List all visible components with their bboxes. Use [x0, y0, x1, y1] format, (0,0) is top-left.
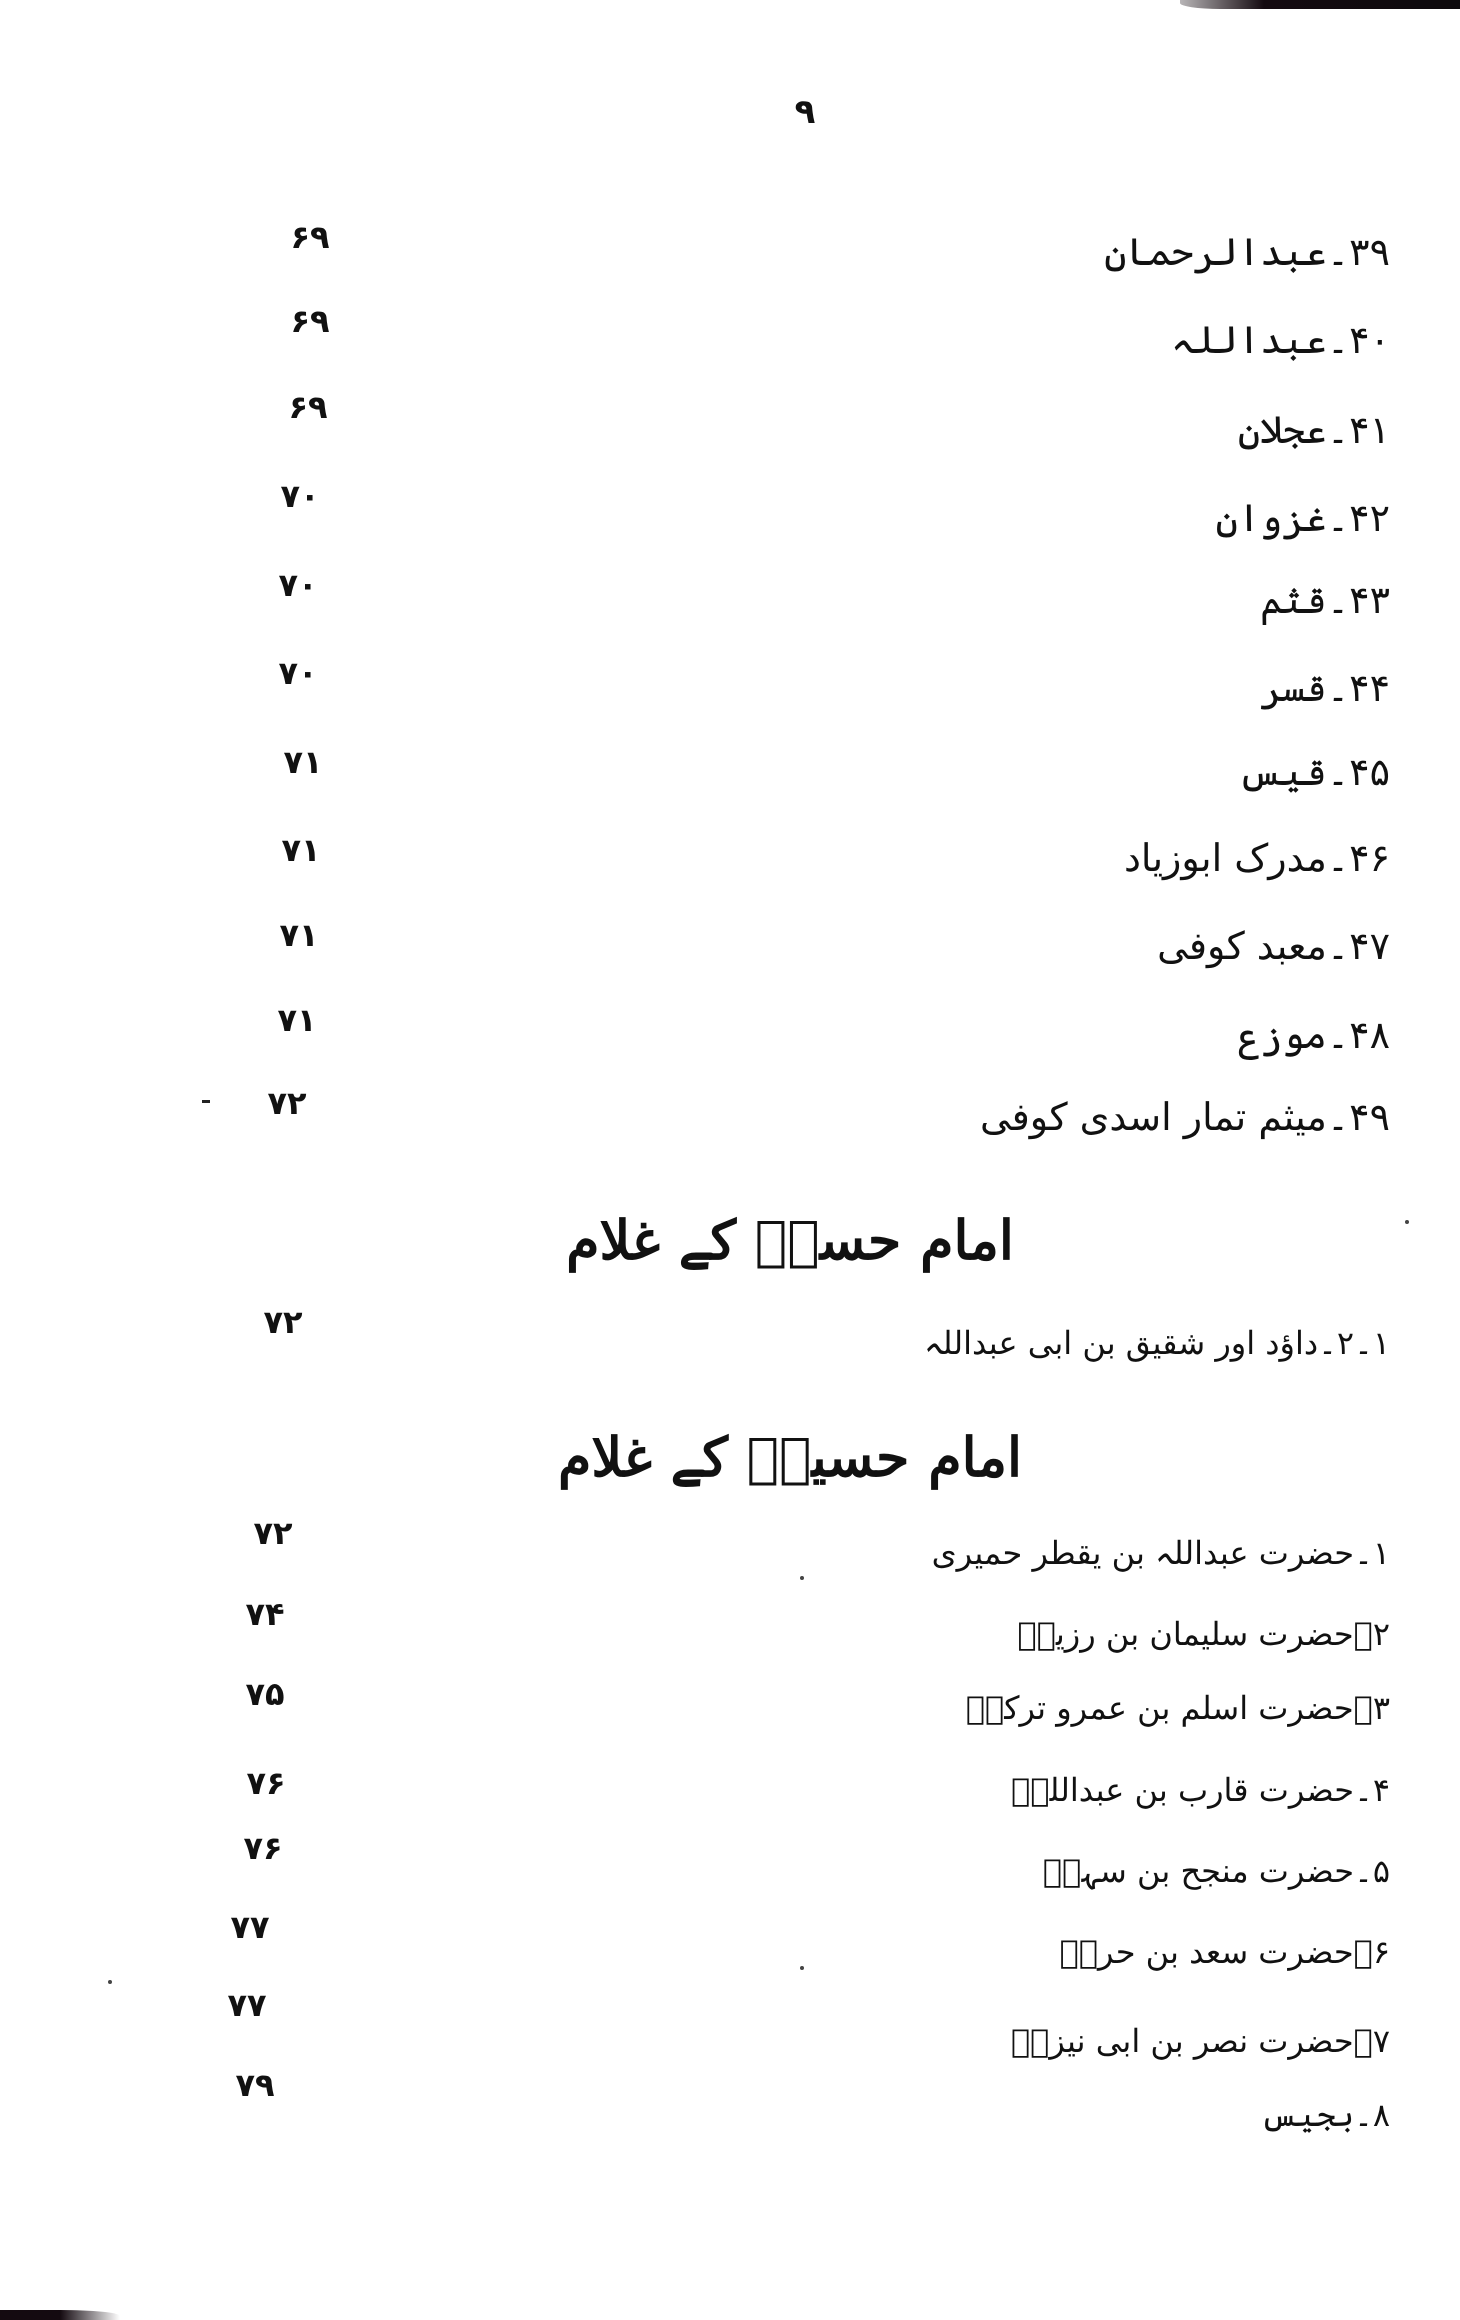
toc-page-number: ۷۱ — [277, 1001, 317, 1039]
toc-entry: ۴۷۔معبد کوفی — [1157, 924, 1390, 968]
toc-entry: ۱۔حضرت عبداللہ بن یقطر حمیری — [931, 1534, 1390, 1572]
toc-page-number: ۶۹ — [290, 302, 330, 340]
speck — [800, 1576, 804, 1580]
toc-entry: ۱۔۲۔داؤد اور شقیق بن ابی عبداللہ — [924, 1324, 1390, 1362]
toc-page-number: ۷۴ — [245, 1595, 285, 1633]
page-edge-shadow-top — [1180, 0, 1460, 9]
toc-entry: ۳۔حضرت اسلم بن عمرو ترکیؑ — [965, 1689, 1390, 1727]
toc-entry: ۴۸۔موزع — [1237, 1013, 1390, 1057]
toc-entry: ۸۔بجیس — [1260, 2096, 1390, 2134]
toc-page-number: ۷۱ — [281, 831, 321, 869]
toc-entry: ۶۔حضرت سعد بن حرثؑ — [1059, 1933, 1390, 1971]
toc-entry: ۴۲۔غزوان — [1215, 496, 1390, 540]
toc-entry: ۴۵۔قیس — [1237, 750, 1390, 794]
page-edge-shadow-bottom — [0, 2310, 120, 2320]
toc-page-number: ۷۱ — [279, 916, 319, 954]
section-heading: امام حسینؑ کے غلام — [557, 1425, 1023, 1489]
toc-entry: ۵۔حضرت منجح بن سہمؑ — [1042, 1852, 1390, 1890]
toc-page-number: ۷۷ — [230, 1908, 270, 1946]
toc-page-number: ۷۲ — [263, 1303, 303, 1341]
toc-page-number: ۷۰ — [280, 477, 320, 515]
speck — [1405, 1220, 1409, 1224]
toc-page-number: ۷۰ — [278, 654, 318, 692]
toc-entry: ۴۔حضرت قارب بن عبداللہؑ — [1011, 1771, 1390, 1809]
toc-page-number: ۶۹ — [290, 218, 330, 256]
toc-page-number: ۷۲ — [253, 1514, 293, 1552]
toc-entry: ۴۹۔میثم تمار اسدی کوفی — [979, 1095, 1390, 1139]
toc-entry: ۴۶۔مدرک ابوزیاد — [1123, 836, 1390, 880]
toc-page-number: ۷۲ — [267, 1084, 307, 1122]
toc-entry: ۴۱۔عجلان — [1237, 408, 1390, 452]
toc-page-number: ۷۰ — [278, 566, 318, 604]
toc-page-number: ۷۶ — [243, 1829, 283, 1867]
page-number: ٩ — [794, 92, 816, 132]
toc-page-number: ۷۷ — [227, 1986, 267, 2024]
speck — [108, 1980, 112, 1984]
toc-page-number: ۷۶ — [246, 1764, 286, 1802]
toc-entry: ۷۔حضرت نصر بن ابی نیزرؑ — [1010, 2022, 1390, 2060]
toc-page-number: ۶۹ — [288, 388, 328, 426]
section-heading: امام حسنؑ کے غلام — [566, 1208, 1014, 1272]
toc-entry: ۴۴۔قسر — [1260, 666, 1390, 710]
stray-mark — [202, 1100, 210, 1103]
toc-entry: ۴۰۔عبداللہ — [1171, 318, 1390, 362]
toc-entry: ۴۳۔قثم — [1260, 578, 1390, 622]
toc-entry: ۳۹۔عبدالرحمان — [1104, 230, 1390, 274]
speck — [800, 1966, 804, 1970]
toc-page-number: ۷۵ — [245, 1675, 285, 1713]
toc-page-number: ۷۱ — [283, 743, 323, 781]
toc-entry: ۲۔حضرت سلیمان بن رزینؑ — [1017, 1615, 1390, 1653]
toc-page-number: ۷۹ — [235, 2066, 275, 2104]
